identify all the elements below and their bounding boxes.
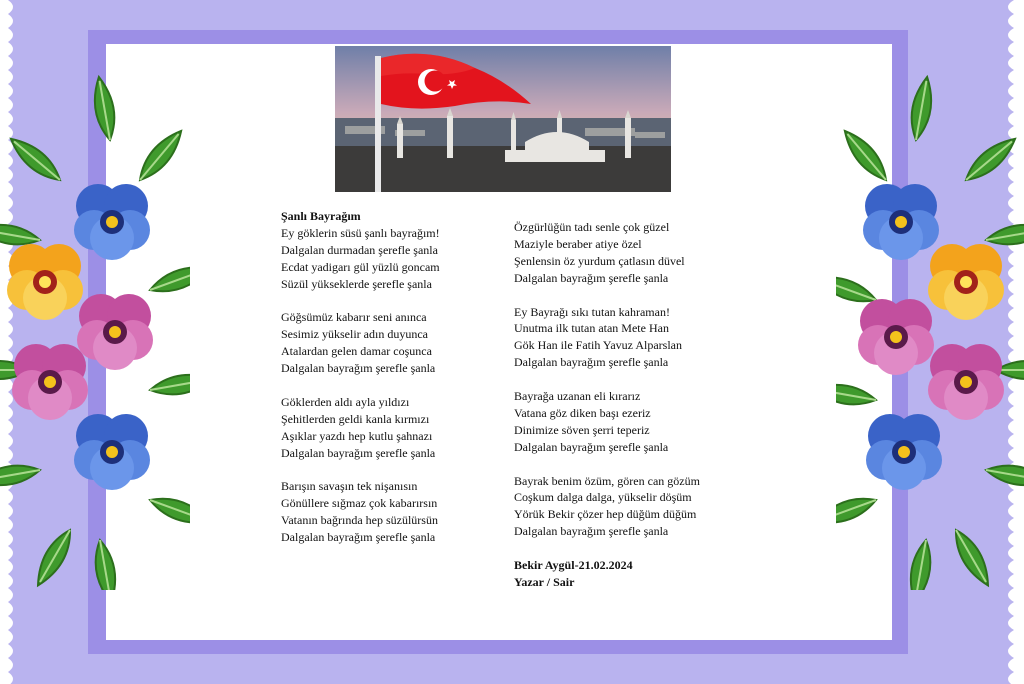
poem-title: Şanlı Bayrağım (281, 209, 361, 223)
poem-line: Sesimiz yükselir adın duyunca (281, 327, 428, 342)
flag-photo (335, 46, 671, 192)
poem-line: Atalardan gelen damar coşunca (281, 344, 432, 359)
pansy-bouquet-left (0, 70, 190, 590)
poem-line: Gök Han ile Fatih Yavuz Alparslan (514, 338, 682, 353)
stanza (514, 388, 754, 456)
poem-line: Dalgalan bayrağım şerefle şanla (514, 355, 669, 370)
poem-line: Dinimize söven şerri teperiz (514, 422, 650, 437)
stanza (281, 225, 501, 293)
poem-column-right (514, 219, 754, 591)
poem-line: Unutma ilk tutan atan Mete Han (514, 321, 669, 336)
poem-line: Coşkum dalga dalga, yükselir döşüm (514, 490, 692, 505)
author-role: Yazar / Sair (514, 574, 575, 589)
poem-line: Göğsümüz kabarır seni anınca (281, 310, 427, 325)
poem-line: Aşıklar yazdı hep kutlu şahnazı (281, 428, 433, 443)
poem-line: Ecdat yadigarı gül yüzlü goncam (281, 259, 440, 274)
poem-line: Vatanın bağrında hep süzülürsün (281, 513, 438, 528)
poem-line: Ey göklerin süsü şanlı bayrağım! (281, 225, 440, 240)
poem-line: Dalgalan bayrağım şerefle şanla (281, 361, 436, 376)
poem-line: Şenlensin öz yurdum çatlasın düvel (514, 253, 685, 268)
poem-line: Dalgalan bayrağım şerefle şanla (281, 445, 436, 460)
poem-line: Maziyle beraber atiye özel (514, 236, 642, 251)
poem-line: Barışın savaşın tek nişanısın (281, 479, 418, 494)
stanza (514, 473, 754, 541)
poem-line: Dalgalan bayrağım şerefle şanla (281, 530, 436, 545)
poem-line: Vatana göz diken başı ezeriz (514, 405, 651, 420)
poem-line: Şehitlerden geldi kanla kırmızı (281, 411, 430, 426)
stanza (514, 219, 754, 287)
poem-line: Bayrağa uzanan eli kırarız (514, 389, 641, 404)
poem-line: Yörük Bekir çözer hep düğüm düğüm (514, 507, 697, 522)
poem-column-left (281, 208, 501, 563)
pansy-bouquet-right (836, 70, 1024, 590)
poem-line: Ey Bayrağı sıkı tutan kahraman! (514, 304, 670, 319)
poem-line: Göklerden aldı ayla yıldızı (281, 394, 410, 409)
stanza (281, 478, 501, 546)
poem-line: Dalgalan durmadan şerefle şanla (281, 242, 438, 257)
stanza (281, 394, 501, 462)
poem-line: Gönüllere sığmaz çok kabarırsın (281, 496, 438, 511)
poem-line: Dalgalan bayrağım şerefle şanla (514, 439, 669, 454)
poem-line: Dalgalan bayrağım şerefle şanla (514, 524, 669, 539)
stanza (281, 309, 501, 377)
poem-line: Süzül yükseklerde şerefle şanla (281, 276, 432, 291)
poem-line: Özgürlüğün tadı senle çok güzel (514, 220, 670, 234)
author-signature: Bekir Aygül-21.02.2024 (514, 558, 633, 573)
poem-line: Bayrak benim özüm, gören can gözüm (514, 473, 700, 488)
stanza (514, 304, 754, 372)
poem-line: Dalgalan bayrağım şerefle şanla (514, 270, 669, 285)
